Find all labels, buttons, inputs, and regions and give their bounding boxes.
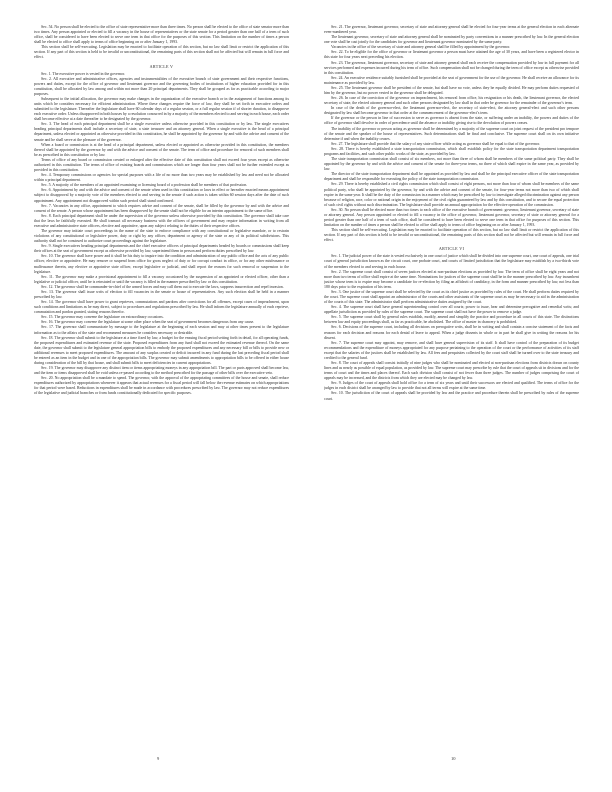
- section-paragraph: Sec. 5. The supreme court shall by general rules establish, modify, amend and simplify the practice and procedure in all courts of this state. The distinctions between law and equity proceedings shall, as far as practicable, be abolished. The office of master in chancery is prohibited.: [324, 315, 579, 325]
- section-paragraph: Sec. 26. In case of the conviction of the governor on impeachment, his removal from office, his resignation or his death, the lieutenant governor, the elected secretary of state, the elected attorney general and such other persons designated by law shall in that order be governor for the remainder of the governor's term.: [324, 96, 579, 106]
- section-paragraph: When a board or commission is at the head of a principal department, unless elected or appointed as otherwise provided in this constitution, the members thereof shall be appointed by the governor by and with the advice and consent of the senate. The term of office and procedure for removal of such members shall be as prescribed in this constitution or by law.: [34, 142, 289, 157]
- section-paragraph: Terms of office of any board or commission created or enlarged after the effective date of this constitution shall not exceed four years except as otherwise authorized in this constitution. The terms of office of existing boards and commissions which are longer than four years shall not be further extended except as provided in this constitution.: [34, 157, 289, 173]
- section-paragraph: Sec. 15. The governor may convene the legislature on extraordinary occasions.: [41, 315, 164, 320]
- section-paragraph: Sec. 24. An executive residence suitably furnished shall be provided at the seat of government for the use of the governor. He shall receive an allowance for its maintenance as provided by law.: [324, 75, 579, 85]
- article-heading: ARTICLE VI: [438, 246, 465, 252]
- section-paragraph: Sec. 6. Appointment by and with the advice and consent of the senate when used in this constitution or laws in effect or hereafter enacted means appointment subject to disapproval by a majority vote of the members elected to and serving in the senate if such action is taken within 60 session days after the date of such appointment. Any appointment not disapproved within such period shall stand confirmed.: [34, 188, 289, 203]
- section-paragraph: Sec. 30. No person shall be elected more than two times to each office of the executive branch of government: governor, lieutenant governor, secretary of state or attorney general. Any person appointed or elected to fill a vacancy in the office of governor, lieutenant governor, secretary of state or attorney general for a period greater than one half of a term of such office, shall be considered to have been elected to serve one term in that office for purposes of this section. This limitation on the number of times a person shall be elected to office shall apply to terms of office beginning on or after January 1, 1993.: [324, 207, 579, 228]
- section-paragraph: Sec. 8. The court of appeals shall consist initially of nine judges who shall be nominated and elected at non-partisan elections from districts drawn on county lines and as nearly as possible of equal population, as provided by law. The supreme court may prescribe by rule that the court of appeals sit in divisions and for the terms of court and the times and places thereof. Each such division shall consist of not fewer than three judges. The number of judges comprising the court of appeals may be increased, and the districts from which they are elected may be changed by law.: [324, 361, 579, 381]
- section-paragraph: Sec. 2. The supreme court shall consist of seven justices elected at non-partisan elections as provided by law. The term of office shall be eight years and not more than two terms of office shall expire at the same time. Nominations for justices of the supreme court shall be in the manner prescribed by law. Any incumbent justice whose term is to expire may become a candidate for re-election by filing an affidavit of candidacy, in the form and manner prescribed by law, not less than 180 days prior to the expiration of his term.: [324, 269, 579, 289]
- right-text-column: [324, 25, 579, 747]
- section-paragraph: Sec. 18. The governor shall submit to the legislature at a time fixed by law, a budget for the ensuing fiscal period setting forth in detail, for all operating funds, the proposed expenditures and estimated revenue of the state. Proposed expenditures from any fund shall not exceed the estimated revenue thereof. On the same date, the governor shall submit to the legislature general appropriation bills to embody the proposed expenditures and any necessary bill or bills to provide new or additional revenues to meet proposed expenditures. The amount of any surplus created or deficit incurred in any fund during the last preceding fiscal period shall be entered as an item in the budget and in one of the appropriation bills. The governor may submit amendments to appropriation bills to be offered in either house during consideration of the bill by that house, and shall submit bills to meet deficiencies in current appropriations.: [34, 335, 289, 365]
- section-paragraph: Sec. 7. Vacancies in any office, appointment to which requires advice and consent of the senate, shall be filled by the governor by and with the advice and consent of the senate. A person whose appointment has been disapproved by the senate shall not be eligible for an interim appointment to the same office.: [34, 203, 289, 213]
- section-paragraph: Sec. 16. The governor may convene the legislature at some other place when the seat of government becomes dangerous from any cause.: [41, 320, 255, 325]
- section-paragraph: Sec. 9. Judges of the court of appeals shall hold office for a term of six years and until their successors are elected and qualified. The terms of office for the judges in each district shall be arranged by law to provide that not all terms will expire at the same time.: [324, 381, 579, 391]
- section-paragraph: Vacancies in the office of the secretary of state and attorney general shall be filled by appointment by the governor.: [331, 45, 511, 50]
- section-paragraph: This section shall be self-executing. Legislation may be enacted to facilitate operation of this section, but no law shall limit or restrict the application of this section. If any part of this section is held to be invalid or unconstitutional, the remaining parts of this section shall not be affected but will remain in full force and effect.: [324, 228, 579, 243]
- section-paragraph: Sec. 7. The supreme court may appoint, may remove, and shall have general supervision of its staff. It shall have control of the preparation of its budget recommendations and the expenditure of moneys appropriated for any purpose pertaining to the operation of the court or the performance of activities of its staff except that the salaries of the justices shall be established by law. All fees and perquisites collected by the court staff shall be turned over to the state treasury and credited to the general fund.: [324, 340, 579, 360]
- section-paragraph: Sec. 23. The governor, lieutenant governor, secretary of state and attorney general shall each receive the compensation provided by law in full payment for all services performed and expenses incurred during his term of office. Such compensation shall not be changed during the term of office except as otherwise provided in this constitution.: [324, 60, 579, 75]
- page-number-right: 10: [451, 756, 456, 761]
- section-paragraph: The director of the state transportation department shall be appointed as provided by law and shall be the principal executive officer of the state transportation department and shall be responsible for executing the policy of the state transportation commission.: [324, 172, 579, 182]
- section-paragraph: If the governor or the person in line of succession to serve as governor is absent from the state, or suffering under an inability, the powers and duties of the office of governor shall devolve in order of precedence until the absence or inability giving rise to the devolution of powers ceases.: [324, 116, 579, 126]
- section-paragraph: Sec. 28. There is hereby established a state transportation commission, which shall establish policy for the state transportation department transportation programs and facilities, and such other public works of the state, as provided by law.: [324, 146, 579, 156]
- section-paragraph: Sec. 54. No person shall be elected to the office of state representative more than three times. No person shall be elected to the office of state senator more than two times. Any person appointed or elected to fill a vacancy in the house of representatives or the state senate for a period greater than one half of a term of such office, shall be considered to have been elected to serve one term in that office for the purposes of this section. This limitation on the number of times a person shall be elected to office shall apply to terms of office beginning on or after January 1, 1993.: [34, 25, 289, 45]
- section-paragraph: Sec. 10. The governor shall have power and it shall be his duty to inquire into the condition and administration of any public office and the acts of any public officer, elective or appointive. He may remove or suspend from office for gross neglect of duty or for corrupt conduct in office, or for any other misfeasance or malfeasance therein, any elective or appointive state officer, except legislative or judicial, and shall report the reasons for such removal or suspension to the legislature.: [34, 254, 289, 274]
- left-text-column: [34, 25, 289, 747]
- section-paragraph: Sec. 11. The governor may make a provisional appointment to fill a vacancy occasioned by the suspension of an appointed or elected officer, other than a legislative or judicial officer, until he is reinstated or until the vacancy is filled in the manner prescribed by law or this constitution.: [34, 274, 289, 284]
- section-paragraph: Sec. 17. The governor shall communicate by message to the legislature at the beginning of each session and may at other times present to the legislature information as to the affairs of the state and recommend measures he considers necessary or desirable.: [34, 325, 289, 335]
- section-paragraph: The lieutenant governor, secretary of state and attorney general shall be nominated by party conventions in a manner prescribed by law. In the general election one vote shall be cast jointly for the candidates for governor and lieutenant governor nominated by the same party.: [324, 35, 579, 45]
- section-paragraph: Sec. 4. The supreme court shall have general superintending control over all courts; power to issue, hear and determine prerogative and remedial writs; and appellate jurisdiction as provided by rules of the supreme court. The supreme court shall not have the power to remove a judge.: [324, 305, 579, 315]
- section-paragraph: Sec. 8. Each principal department shall be under the supervision of the governor unless otherwise provided by this constitution. The governor shall take care that the laws be faithfully executed. He shall transact all necessary business with the officers of government and may require information in writing from all executive and administrative state officers, elective and appointive, upon any subject relating to the duties of their respective offices.: [34, 213, 289, 228]
- section-paragraph: Sec. 5. A majority of the members of an appointed examining or licensing board of a profession shall be members of that profession.: [41, 183, 248, 188]
- section-paragraph: Sec. 13. The governor shall issue writs of election to fill vacancies in the senate or house of representatives. Any such election shall be held in a manner prescribed by law.: [34, 289, 289, 299]
- section-paragraph: The state transportation commission shall consist of six members, not more than three of whom shall be members of the same political party. They shall be appointed by the governor by and with the advice and consent of the senate for three-year terms, no three of which shall expire in the same year, as provided by law.: [324, 157, 579, 172]
- section-paragraph: Sec. 27. The legislature shall provide that the salary of any state officer while acting as governor shall be equal to that of the governor.: [331, 141, 540, 146]
- section-paragraph: Sec. 2. All executive and administrative offices, agencies and instrumentalities of the executive branch of state government and their respective functions, powers and duties, except for the office of governor and lieutenant governor and the governing bodies of institutions of higher education provided for in this constitution, shall be allocated by law among and within not more than 20 principal departments. They shall be grouped as far as practicable according to major purposes.: [34, 76, 289, 96]
- section-paragraph: Sec. 3. The head of each principal department shall be a single executive unless otherwise provided in this constitution or by law. The single executives heading principal departments shall include a secretary of state, a state treasurer and an attorney general. When a single executive is the head of a principal department, unless elected or appointed as otherwise provided in this constitution, he shall be appointed by the governor by and with the advice and consent of the senate and he shall serve at the pleasure of the governor.: [34, 122, 289, 142]
- section-paragraph: Sec. 9. Single executives heading principal departments and the chief executive officers of principal departments headed by boards or commissions shall keep their offices at the seat of government except as otherwise provided by law, superintend them in person and perform duties prescribed by law.: [34, 244, 289, 254]
- section-paragraph: Sec. 21. The governor, lieutenant governor, secretary of state and attorney general shall be elected for four-year terms at the general election in each alternate even-numbered year.: [324, 25, 579, 35]
- section-paragraph: The governor may initiate court proceedings in the name of the state to enforce compliance with any constitutional or legislative mandate, or to restrain violations of any constitutional or legislative power, duty or right by any officer, department or agency of the state or any of its political subdivisions. This authority shall not be construed to authorize court proceedings against the legislature.: [34, 228, 289, 244]
- section-paragraph: Sec. 20. No appropriation shall be a mandate to spend. The governor, with the approval of the appropriating committees of the house and senate, shall reduce expenditures authorized by appropriations whenever it appears that actual revenues for a fiscal period will fall below the revenue estimates on which appropriations for that period were based. Reductions in expenditures shall be made in accordance with procedures prescribed by law. The governor may not reduce expenditures of the legislative and judicial branches or from funds constitutionally dedicated for specific purposes.: [34, 376, 289, 396]
- section-paragraph: Sec. 12. The governor shall be commander-in-chief of the armed forces and may call them out to execute the laws, suppress insurrection and repel invasion.: [41, 284, 284, 289]
- section-paragraph: Sec. 10. The jurisdiction of the court of appeals shall be provided by law and the practice and procedure therein shall be prescribed by rules of the supreme court.: [324, 391, 579, 401]
- section-paragraph: Sec. 22. To be eligible for the office of governor or lieutenant governor a person must have attained the age of 30 years, and have been a registered elector in this state for four years next preceding his election.: [324, 50, 579, 60]
- section-paragraph: Sec. 19. The governor may disapprove any distinct item or items appropriating moneys in any appropriation bill. The part or parts approved shall become law, and the item or items disapproved shall be void unless re-passed according to the method prescribed for the passage of other bills over the executive veto.: [34, 366, 289, 376]
- section-paragraph: In case of the death of the governor-elect, the lieutenant governor-elect, the secretary of state-elect, the attorney general-elect and such other persons designated by law shall become governor in that order at the commencement of the governor-elect's term.: [324, 106, 579, 116]
- section-paragraph: Sec. 29. There is hereby established a civil rights commission which shall consist of eight persons, not more than four of whom shall be members of the same political party, who shall be appointed by the governor, by and with the advice and consent of the senate, for four-year terms not more than two of which shall expire in the same year. It shall be the duty of the commission in a manner which may be prescribed by law to investigate alleged discrimination against any person because of religion, race, color or national origin in the enjoyment of the civil rights guaranteed by law and by this constitution, and to secure the equal protection of such civil rights without such discrimination. The legislature shall provide an annual appropriation for the effective operation of the commission.: [324, 182, 579, 207]
- section-paragraph: Sec. 3. One justice of the supreme court shall be selected by the court as its chief justice as provided by rules of the court. He shall perform duties required by the court. The supreme court shall appoint an administrator of the courts and other assistants of the supreme court as may be necessary to aid in the administration of the courts of this state. The administrator shall perform administrative duties assigned by the court.: [324, 289, 579, 305]
- section-paragraph: Sec. 4. Temporary commissions or agencies for special purposes with a life of no more than two years may be established by law and need not be allocated within a principal department.: [34, 173, 289, 183]
- section-paragraph: Subsequent to the initial allocation, the governor may make changes in the organization of the executive branch or in the assignment of functions among its units which he considers necessary for efficient administration. Where these changes require the force of law, they shall be set forth in executive orders and submitted to the legislature. Thereafter the legislature shall have 60 calendar days of a regular session, or a full regular session if of shorter duration, to disapprove each executive order. Unless disapproved in both houses by a resolution concurred in by a majority of the members elected to and serving in each house, each order shall become effective at a date thereafter to be designated by the governor.: [34, 96, 289, 122]
- section-paragraph: Sec. 1. The executive power is vested in the governor.: [41, 71, 125, 76]
- article-heading: ARTICLE V: [149, 63, 174, 69]
- section-paragraph: Sec. 1. The judicial power of the state is vested exclusively in one court of justice which shall be divided into one supreme court, one court of appeals, one trial court of general jurisdiction known as the circuit court, one probate court, and courts of limited jurisdiction that the legislature may establish by a two-thirds vote of the members elected to and serving in each house.: [324, 254, 579, 269]
- section-paragraph: Sec. 25. The lieutenant governor shall be president of the senate, but shall have no vote, unless they be equally divided. He may perform duties requested of him by the governor, but no power vested in the governor shall be delegated.: [324, 85, 579, 96]
- section-paragraph: Sec. 6. Decisions of the supreme court, including all decisions on prerogative writs, shall be in writing and shall contain a concise statement of the facts and reasons for each decision and reasons for each denial of leave to appeal. When a judge dissents in whole or in part he shall give in writing the reasons for his dissent.: [324, 325, 579, 340]
- page-number-left: 9: [157, 756, 160, 761]
- section-paragraph: Sec. 14. The governor shall have power to grant reprieves, commutations and pardons after convictions for all offenses, except cases of impeachment, upon such conditions and limitations as he may direct, subject to procedures and regulations prescribed by law. He shall inform the legislature annually of each reprieve, commutation and pardon granted, stating reasons therefor.: [34, 300, 289, 315]
- section-paragraph: This section shall be self-executing. Legislation may be enacted to facilitate operation of this section, but no law shall limit or restrict the application of this section. If any part of this section is held to be invalid or unconstitutional, the remaining parts of this section shall not be affected but will remain in full force and effect.: [34, 45, 289, 60]
- section-paragraph: The inability of the governor or person acting as governor shall be determined by a majority of the supreme court on joint request of the president pro tempore of the senate and the speaker of the house of representatives. Such determinations shall be final and conclusive. The supreme court shall on its own initiative determine if and when the inability ceases.: [324, 126, 579, 141]
